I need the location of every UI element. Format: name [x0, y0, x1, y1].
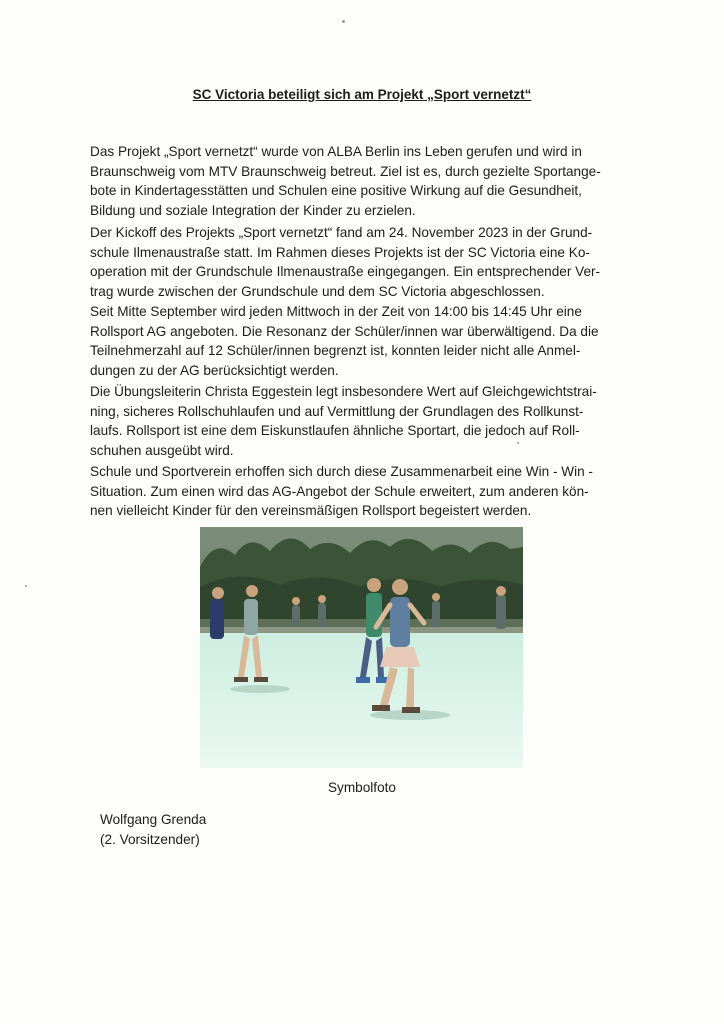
text-line: nen vielleicht Kinder für den vereinsmäßigen Rollsport begeistert werden. [90, 503, 532, 519]
scan-speck [342, 20, 345, 23]
paragraph-outlook [90, 462, 650, 521]
text-line: laufs. Rollsport ist eine dem Eiskunstlaufen ähnliche Sportart, die jedoch auf Roll- [90, 423, 580, 439]
paragraph-schedule [90, 302, 650, 380]
text-line: Teilnehmerzahl auf 12 Schüler/innen begrenzt ist, konnten leider nicht alle Anmel- [90, 343, 581, 359]
text-line: Die Übungsleiterin Christa Eggestein legt insbesondere Wert auf Gleichgewichtstrai- [90, 384, 597, 399]
signature-name: Wolfgang Grenda [100, 812, 207, 827]
text-line: schuhen ausgeübt wird. [90, 442, 234, 458]
text-line: Seit Mitte September wird jeden Mittwoch in der Zeit von 14:00 bis 14:45 Uhr eine [90, 304, 582, 319]
text-line: Das Projekt „Sport vernetzt“ wurde von ALBA Berlin ins Leben gerufen und wird in [90, 144, 582, 159]
signature-role: (2. Vorsitzender) [100, 831, 200, 847]
text-line: Rollsport AG angeboten. Die Resonanz der Schüler/innen war überwältigend. Da die [90, 323, 599, 339]
document-title: SC Victoria beteiligt sich am Projekt „Sport vernetzt“ [192, 87, 532, 102]
text-line: Situation. Zum einen wird das AG-Angebot der Schule erweitert, zum anderen kön- [90, 483, 589, 499]
paragraph-trainer [90, 382, 650, 460]
text-line: dungen zu der AG berücksichtigt werden. [90, 362, 339, 378]
text-line: bote in Kindertagesstätten und Schulen eine positive Wirkung auf die Gesundheit, [90, 183, 582, 199]
text-line: Braunschweig vom MTV Braunschweig betreut. Ziel ist es, durch gezielte Sportange- [90, 163, 601, 179]
text-line: Schule und Sportverein erhoffen sich durch diese Zusammenarbeit eine Win - Win - [90, 464, 593, 479]
photo-caption: Symbolfoto [327, 780, 396, 795]
text-line: Der Kickoff des Projekts „Sport vernetzt“ fand am 24. November 2023 in der Grund- [90, 225, 593, 240]
text-line: Bildung und soziale Integration der Kinder zu erzielen. [90, 202, 416, 218]
text-line: operation mit der Grundschule Ilmenaustraße eingegangen. Ein entsprechender Ver- [90, 264, 601, 280]
scan-speck [25, 585, 27, 587]
text-line: trag wurde zwischen der Grundschule und dem SC Victoria abgeschlossen. [90, 283, 545, 299]
text-line: schule Ilmenaustraße statt. Im Rahmen dieses Projekts ist der SC Victoria eine Ko- [90, 244, 590, 260]
paragraph-kickoff [90, 223, 650, 301]
signature-block [100, 810, 206, 849]
text-line: ning, sicheres Rollschuhlaufen und auf Vermittlung der Grundlagen des Rollkunst- [90, 403, 584, 419]
paragraph-intro [90, 142, 650, 220]
roller-skating-photo [200, 527, 523, 768]
